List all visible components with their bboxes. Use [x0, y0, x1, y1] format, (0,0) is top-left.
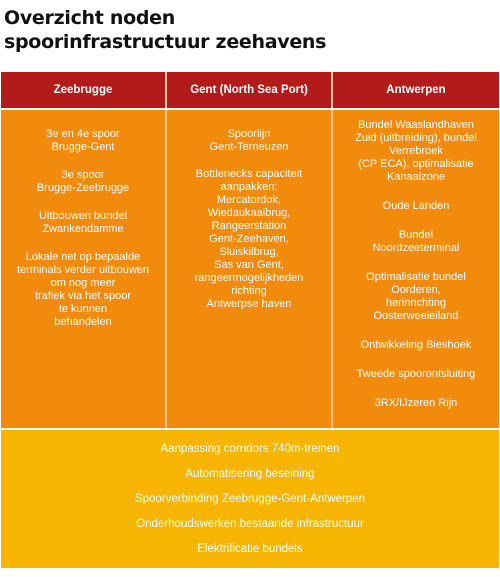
page-title: [4, 6, 494, 54]
title-line-1: Overzicht noden: [4, 7, 175, 29]
list-item: 3e en 4e spoor Brugge-Gent: [46, 128, 120, 153]
header-gent: Gent (North Sea Port): [167, 72, 333, 108]
list-item: Ontwikkeling Bieshoek: [360, 339, 472, 351]
title-line-2: spoorinfrastructuur zeehavens: [4, 31, 327, 53]
list-item: Oude Landen: [382, 200, 450, 212]
common-item: Automatisering beseining: [185, 467, 315, 480]
infrastructure-table: [1, 72, 499, 568]
table-body-row: [1, 110, 499, 428]
list-item: Bundel Noordzeeterminal: [372, 229, 460, 254]
common-item: Onderhoudswerken bestaande infrastructuur: [136, 518, 364, 531]
table-header-row: [1, 72, 499, 108]
list-item: Lokale net op bepaalde terminals verder uitbouwen om nog meer trafiek via het spoor te kunnen behandelen: [16, 251, 150, 328]
common-item: Spoorverbinding Zeebrugge-Gent-Antwerpen: [134, 492, 366, 505]
list-item: Spoorlijn Gent-Terneuzen: [209, 128, 289, 153]
list-item: Uitbouwen bundel Zwankendamme: [38, 210, 128, 235]
list-item: Optimalisatie bundel Oorderen, herinrichting Oosterweeleiland: [366, 271, 466, 322]
list-item: 3e spoor Brugge-Zeebrugge: [36, 169, 130, 194]
list-item: Tweede spoorontsluiting: [356, 368, 476, 380]
common-item: Elektrificatie bundels: [197, 543, 303, 556]
column-zeebrugge: [1, 110, 167, 428]
column-gent: [167, 110, 333, 428]
header-zeebrugge: Zeebrugge: [1, 72, 167, 108]
list-item: Bottlenecks capaciteit aanpakken: Mercatordok, Wiedaukaaibrug, Rangeerstation Gent-Zeehaven, Sluiskilbrug, Sas van Gent, rangeermogelijkheden richting Antwerpse haven: [194, 168, 304, 310]
header-antwerpen: Antwerpen: [333, 72, 499, 108]
common-measures: [1, 430, 499, 568]
column-antwerpen: [333, 110, 499, 428]
common-item: Aanpassing corridors 740m-treinen: [160, 442, 340, 455]
list-item: 3RX/IJzeren Rijn: [374, 397, 458, 409]
list-item: Bundel Waaslandhaven Zuid (uitbreiding), bundel Verrebroek (CP ECA), optimalisatie Kanaalzone: [355, 119, 477, 183]
